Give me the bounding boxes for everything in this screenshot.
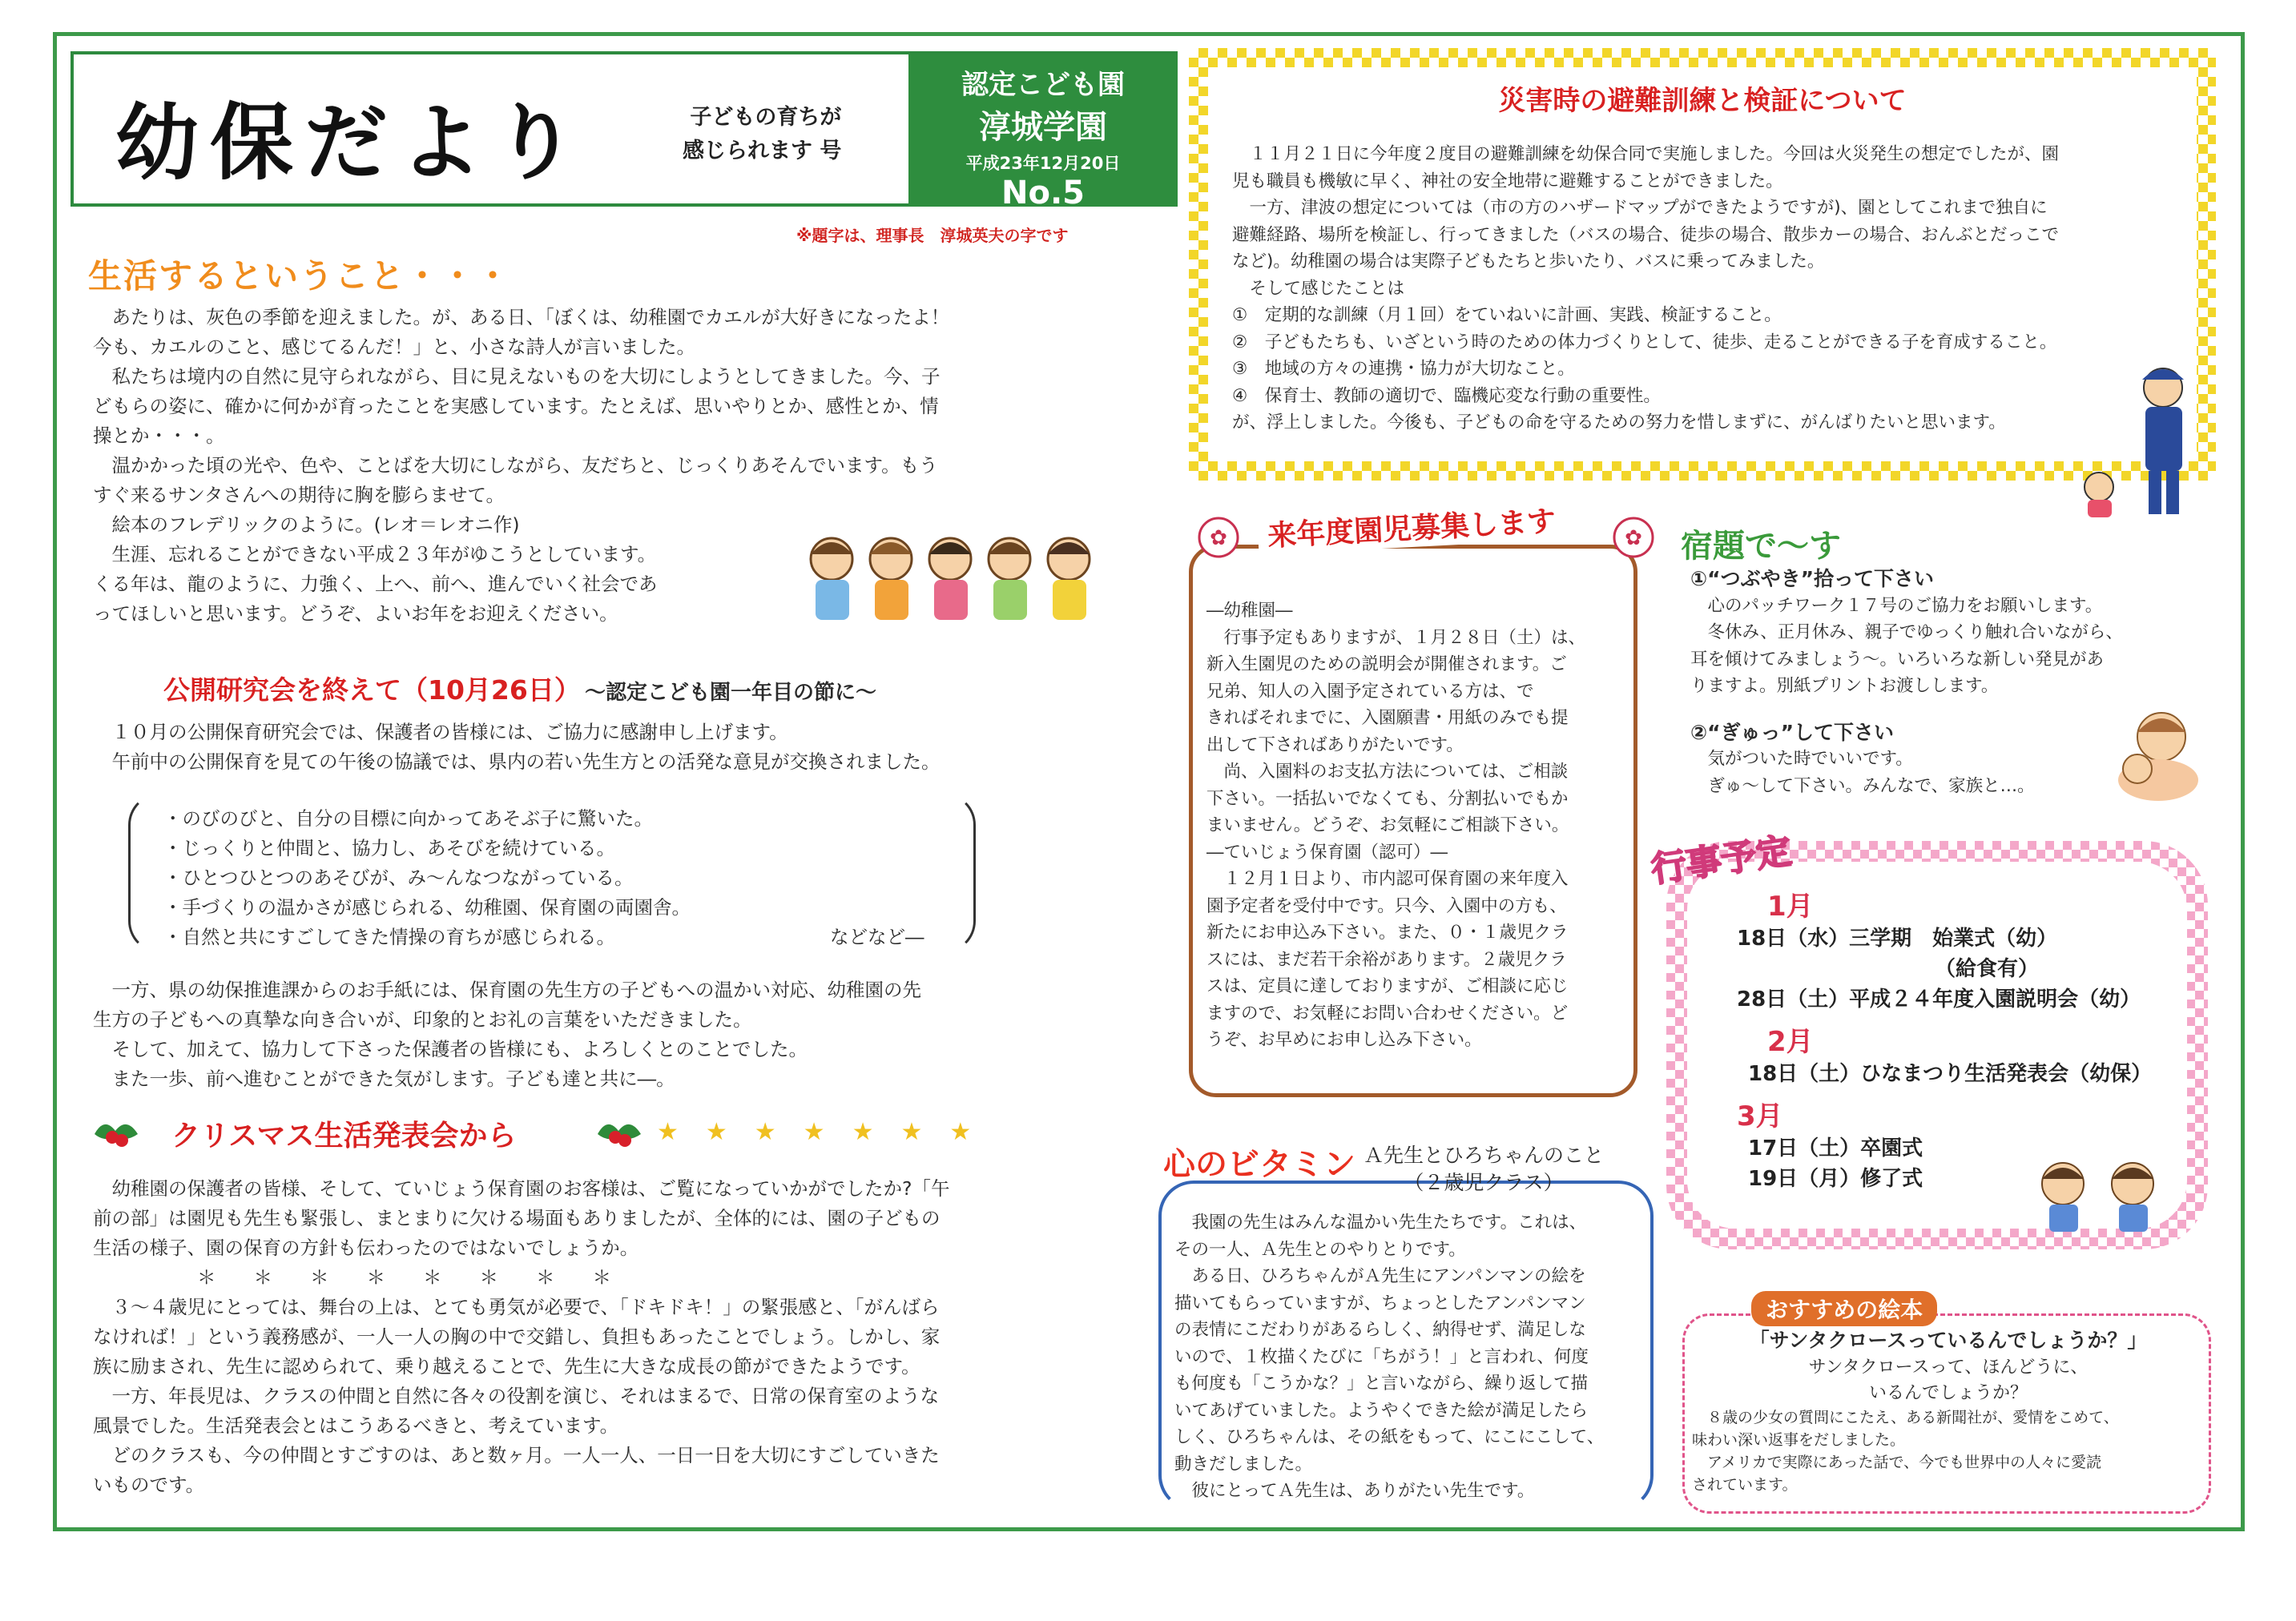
book-title: 「サンタクロースっているんでしょうか？」 [1749, 1329, 2148, 1352]
holly-icon [88, 1105, 144, 1161]
parent-hug-illustration [2105, 705, 2209, 801]
child-icon [929, 538, 971, 620]
disaster-heading: 災害時の避難訓練と検証について [1498, 85, 1907, 117]
month-february: 2月 [1767, 1026, 1814, 1058]
etc-text: などなど― [830, 926, 924, 948]
graduates-illustration [2027, 1153, 2171, 1233]
vitamin-heading: 心のビタミン [1163, 1146, 1355, 1183]
recruitment-heading: 来年度園児募集します [1257, 498, 1566, 555]
calligraphy-note: ※題字は、理事長 淳城英夫の字です [796, 226, 1069, 245]
svg-text:✿: ✿ [1210, 526, 1227, 550]
homework-body: ①“つぶやき”拾って下さい 心のパッチワーク１７号のご協力をお願いします。 冬休み、正月休み、親子でゆっくり触れ合いながら、 耳を傾けてみましょう～。いろいろな新しい発見があ りますよ。別紙プリントお渡しします。 ②“ぎゅっ”して下さい 気がついた時でいいです。 ぎゅ～して下さい。みんなで、家族と…。 [1690, 567, 2123, 796]
issue-subtitle: 子どもの育ちが 感じられます 号 [683, 105, 842, 163]
child-icon [989, 538, 1030, 620]
vitamin-body: 我園の先生はみんな温かい先生たちです。これは、 その一人、Ａ先生とのやりとりです。 ある日、ひろちゃんがＡ先生にアンパンマンの絵を 描いてもらっていますが、ちょっとしたアンパンマン の表情にこだわりがあるらしく、納得せず、満足しな いので、１枚描くたびに「ちがう！」と言われ、何度 も何度も「こうかな？」と言いながら、繰り返して描 いてあげていました。ようやくできた絵が満足したら しく、ひろちゃんは、その紙をもって、にこにこして、 動きだしました。 彼にとってＡ先生は、ありがたい先生です。 [1174, 1213, 1605, 1501]
child-icon [811, 538, 852, 620]
events-heading: 行事予定 [1648, 830, 1795, 891]
kenkyu-after: 一方、県の幼保推進課からのお手紙には、保育園の先生方の子どもへの温かい対応、幼稚園の先 生方の子どもへの真摯な向き合いが、印象的とお礼の言葉をいただきました。 そして、加えて、協力して下さった保護者の皆様にも、よろしくとのことでした。 また一歩、前へ進むことができた気がします。子ども達と共に―。 [93, 979, 921, 1090]
recruitment-body: ―幼稚園― 行事予定もありますが、１月２８日（土）は、 新入生園児のための説明会が開催されます。ご 兄弟、知人の入園予定されている方は、で きればそれまでに、入園願書・用紙のみでも提 出して下さればありがたいです。 尚、入園料のお支払方法については、ご相談 下さい。一括払いでなくても、分割払いでもか まいません。どうぞ、お気軽にご相談下さい。 ―ていじょう保育園（認可）― １２月１日より、市内認可保育園の来年度入 園予定者を受付中です。只今、入園中の方も、 新たにお申込み下さい。また、０・１歳児クラ スには、まだ若干余裕があります。２歳児クラ スは、定員に達しておりますが、ご相談に応じ ますので、お気軽にお問い合わせください。ど うぞ、お早めにお申し込み下さい。 [1206, 601, 1586, 1050]
xmas-body: 幼稚園の保護者の皆様、そして、ていじょう保育園のお客様は、ご覧になっていかがでしたか?「午 前の部」は園児も先生も緊張し、まとまりに欠ける場面もありましたが、全体的には、園の子どもの 生活の様子、園の保育の方針も伝わったのではないでしょうか。 ＊ ＊ ＊ ＊ ＊ ＊ ＊ ＊ ３～４歳児にとっては、舞台の上は、とても勇気が必要で、「ドキドキ！」の緊張感と、「がんばら なければ！」という義務感が、一人一人の胸の中で交錯し、負担もあったことでしょう。しかし、家 族に励まされ、先生に認められて、乗り越えることで、先生に大きな成長の節ができたようです。 一方、年長児は、クラスの仲間と自然に各々の役割を演じ、それはまるで、日常の保育室のような 風景でした。生活発表会とはこうあるべきと、考えています。 どのクラスも、今の仲間とすごすのは、あと数ヶ月。一人一人、一日一日を大切にすごしていきた いものです。 [93, 1177, 950, 1496]
vitamin-subtitle: Ａ先生とひろちゃんのこと （２歳児クラス） [1364, 1144, 1605, 1194]
flower-icon [1197, 516, 1240, 559]
homework-heading: 宿題で～す [1681, 528, 1841, 565]
book-recommendation-body: 「サンタクロースっているんでしょうか？」 サンタクロースって、ほんどうに、 いるんでしょうか？ ８歳の少女の質問にこたえ、ある新聞社が、愛情をこめて、 味わい深い返事をだしました。 アメリカで実際にあった話で、今でも世界中の人々に愛読 されています。 [1692, 1326, 2205, 1496]
month-january: 1月 [1767, 891, 1814, 923]
flower-icon [1612, 516, 1655, 559]
kenkyu-heading: 公開研究会を終えて（10月26日） ～認定こども園一年目の節に～ [163, 674, 876, 706]
disaster-body: １１月２１日に今年度２度目の避難訓練を幼保合同で実施しました。今回は火災発生の想定でしたが、園 児も職員も機敏に早く、神社の安全地帯に避難することができました。 一方、津波の想定については（市の方のハザードマップができたようですが)、園としてこれまで独自に 避難経路、場所を検証し、行ってきました（バスの場合、徒歩の場合、散歩カーの場合、おんぶとだっこで など)。幼稚園の場合は実際子どもたちと歩いたり、バスに乗ってみました。 そして感じたことは ① 定期的な訓練（月１回）をていねいに計画、実践、検証すること。 ② 子どもたちも、いざという時のための体力づくりとして、徒歩、走ることができる子を育成すること。 ③ 地域の方々の連携・協力が大切なこと。 ④ 保育士、教師の適切で、臨機応変な行動の重要性。 が、浮上しました。今後も、子どもの命を守るための努力を惜しまずに、がんばりたいと思います。 [1232, 144, 2060, 432]
holly-icon [591, 1105, 647, 1161]
svg-text:✿: ✿ [1625, 526, 1642, 550]
child-icon [1048, 538, 1090, 620]
book-recommendation-heading: おすすめの絵本 [1751, 1291, 1937, 1326]
masthead [70, 51, 1178, 211]
kenkyu-intro: １０月の公開保育研究会では、保護者の皆様には、ご協力に感謝申し上げます。 午前中の公開保育を見ての午後の協議では、県内の若い先生方との活発な意見が交換されました。 [93, 721, 941, 773]
xmas-heading: クリスマス生活発表会から [171, 1120, 517, 1152]
child-icon [870, 538, 912, 620]
events-body: 1月 18日（水）三学期 始業式（幼） （給食有） 28日（土）平成２４年度入園説明会（幼） 2月 18日（土）ひなまつり生活発表会（幼保） 3月 17日（土）卒園式 19日（月）修了式 [1724, 884, 2152, 1194]
issue-number: No.5 [1001, 175, 1085, 211]
star-decoration-icon: ★★★★★★★ [657, 1118, 999, 1146]
school-badge: 認定こども園 淳城学園 平成23年12月20日 No.5 [908, 54, 1178, 207]
disaster-section [1189, 48, 2216, 481]
worker-illustration [2075, 359, 2211, 519]
singing-children-illustration [801, 525, 1106, 629]
newsletter-title: 幼保だより [115, 93, 589, 191]
kenkyu-comments: ・のびのびと、自分の目標に向かってあそぶ子に驚いた。 ・じっくりと仲間と、協力し、あそびを続けている。 ・ひとつひとつのあそびが、み～んなつながっている。 ・手づくりの温かさが感じられる、幼稚園、保育園の両園舎。 ・自然と共にすごしてきた情操の育ちが感じられる。 [163, 807, 691, 948]
month-march: 3月 [1737, 1100, 1783, 1132]
life-body: あたりは、灰色の季節を迎えました。が、ある日、「ぼくは、幼稚園でカエルが大好きになったよ！ 今も、カエルのこと、感じてるんだ！」と、小さな詩人が言いました。 私たちは境内の自然に見守られながら、目に見えないものを大切にしようとしてきました。今、子 どもらの姿に、確かに何かが育ったことを実感しています。たとえば、思いやりとか、感性とか、情 操とか・・・。 温かかった頃の光や、色や、ことばを大切にしながら、友だちと、じっくりあそんでいます。もう すぐ来るサンタさんへの期待に胸を膨らませて。 絵本のフレデリックのように。(レオ＝レオニ作) 生涯、忘れることができない平成２３年がゆこうとしています。 くる年は、龍のように、力強く、上へ、前へ、進んでいく社会であ ってほしいと思います。どうぞ、よいお年をお迎えください。 [93, 306, 950, 625]
life-heading: 生活するということ・・・ [88, 256, 512, 296]
